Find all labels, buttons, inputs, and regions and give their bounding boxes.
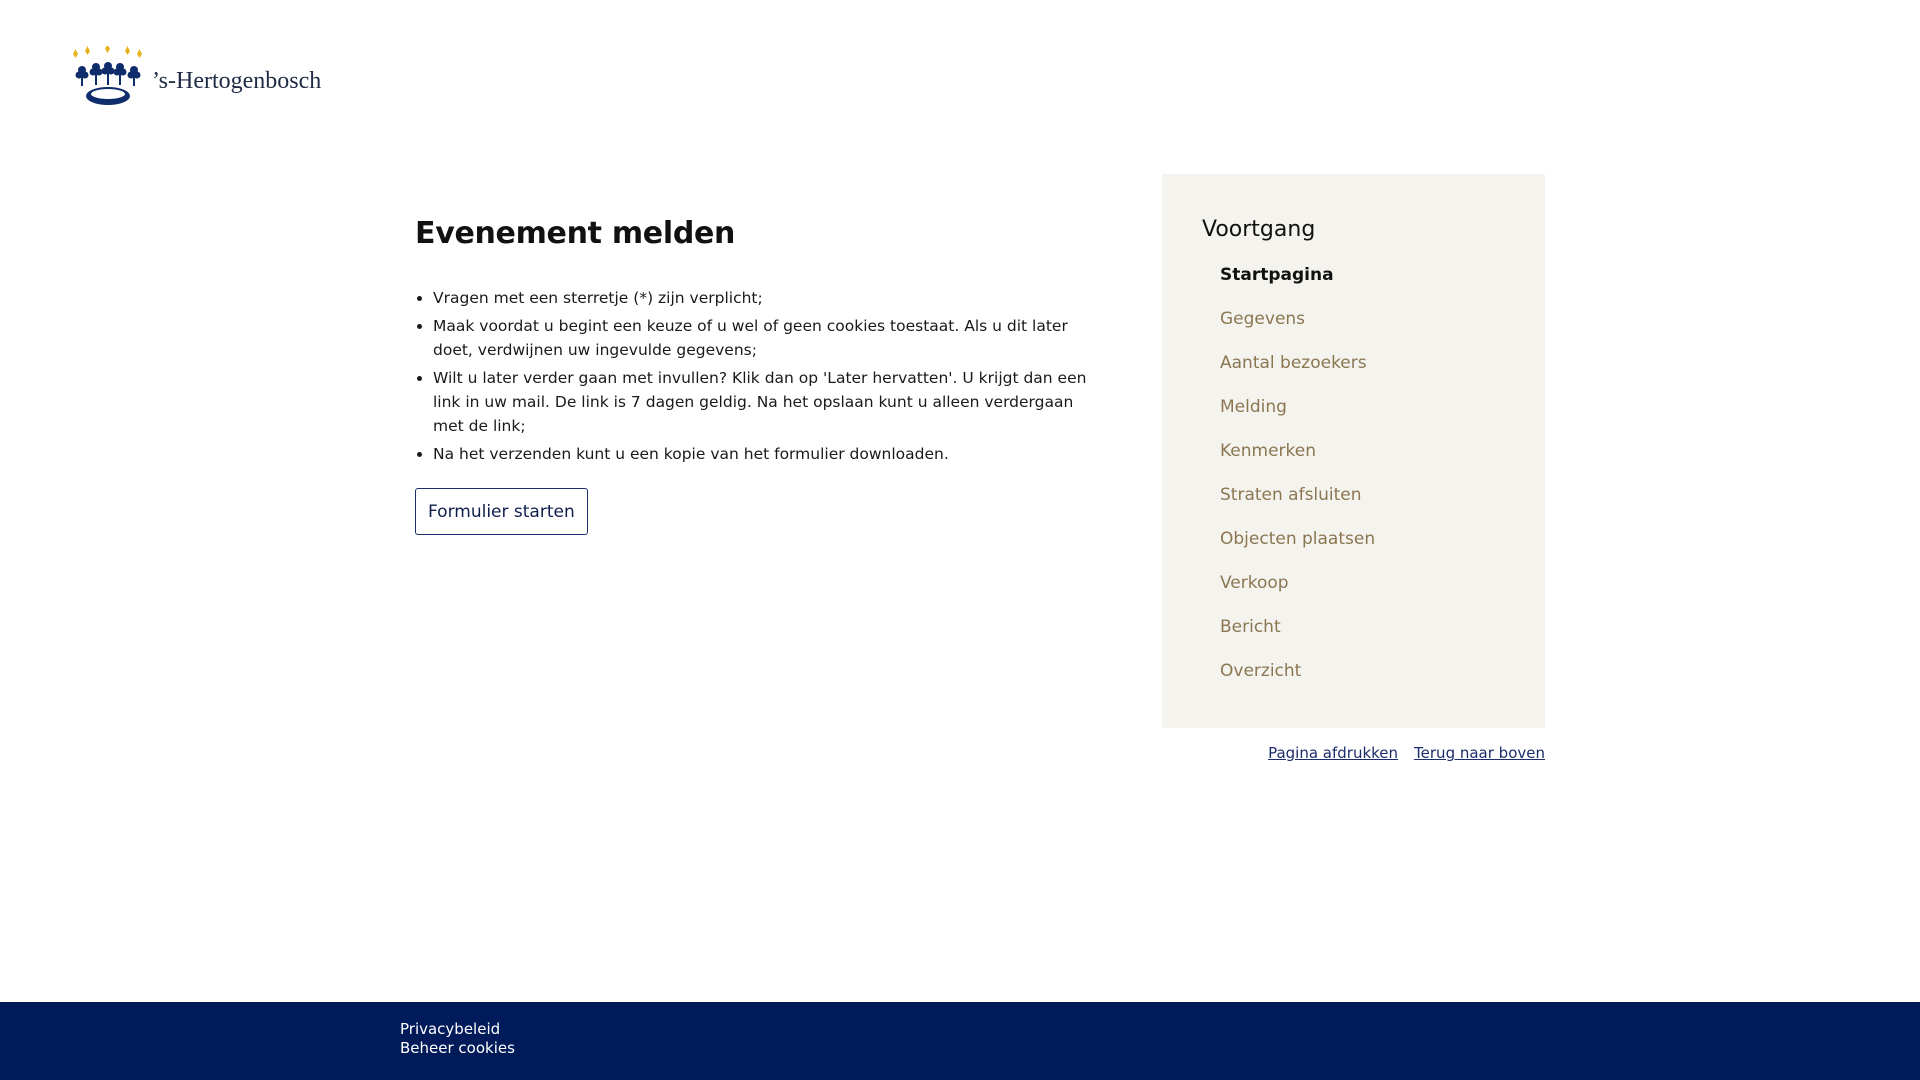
logo-text: ’s-Hertogenbosch <box>152 67 322 94</box>
progress-step-aantal-bezoekers[interactable]: Aantal bezoekers <box>1220 353 1367 373</box>
progress-step-melding[interactable]: Melding <box>1220 397 1287 417</box>
utility-links <box>1268 744 1545 762</box>
progress-steps <box>1220 260 1375 700</box>
crown-logo-icon <box>68 46 148 110</box>
progress-step-objecten-plaatsen[interactable]: Objecten plaatsen <box>1220 529 1376 549</box>
intro-item-download: • Na het verzenden kunt u een kopie van het formulier downloaden. <box>433 442 1095 466</box>
start-form-button[interactable]: Formulier starten <box>415 488 588 535</box>
intro-item-resume: • Wilt u later verder gaan met invullen? Klik dan op 'Later hervatten'. U krijgt dan een link in uw mail. De link is 7 dagen geldig. Na het opslaan kunt u alleen verdergaan met de link; <box>433 366 1095 438</box>
site-logo[interactable] <box>68 44 321 112</box>
intro-item-cookies: • Maak voordat u begint een keuze of u wel of geen cookies toestaat. Als u dit later doet, verdwijnen uw ingevulde gegevens; <box>433 314 1095 362</box>
privacy-link[interactable]: Privacybeleid <box>400 1020 501 1038</box>
progress-step-straten-afsluiten[interactable]: Straten afsluiten <box>1220 485 1362 505</box>
progress-panel <box>1162 174 1545 728</box>
progress-step-startpagina[interactable]: Startpagina <box>1220 265 1334 285</box>
progress-step-gegevens[interactable]: Gegevens <box>1220 309 1306 329</box>
print-page-link[interactable]: Pagina afdrukken <box>1268 744 1399 762</box>
back-to-top-link[interactable]: Terug naar boven <box>1414 744 1545 762</box>
page-title: Evenement melden <box>415 216 736 251</box>
progress-step-kenmerken[interactable]: Kenmerken <box>1220 441 1317 461</box>
progress-step-overzicht[interactable]: Overzicht <box>1220 661 1302 681</box>
main-content <box>415 200 1095 535</box>
footer-links <box>400 1020 515 1058</box>
progress-title: Voortgang <box>1202 217 1316 242</box>
progress-step-verkoop[interactable]: Verkoop <box>1220 573 1289 593</box>
manage-cookies-link[interactable]: Beheer cookies <box>400 1039 515 1057</box>
intro-item-required: • Vragen met een sterretje (*) zijn verplicht; <box>433 286 1095 310</box>
intro-list <box>415 286 1095 466</box>
site-footer <box>0 1002 1920 1080</box>
progress-step-bericht[interactable]: Bericht <box>1220 617 1281 637</box>
